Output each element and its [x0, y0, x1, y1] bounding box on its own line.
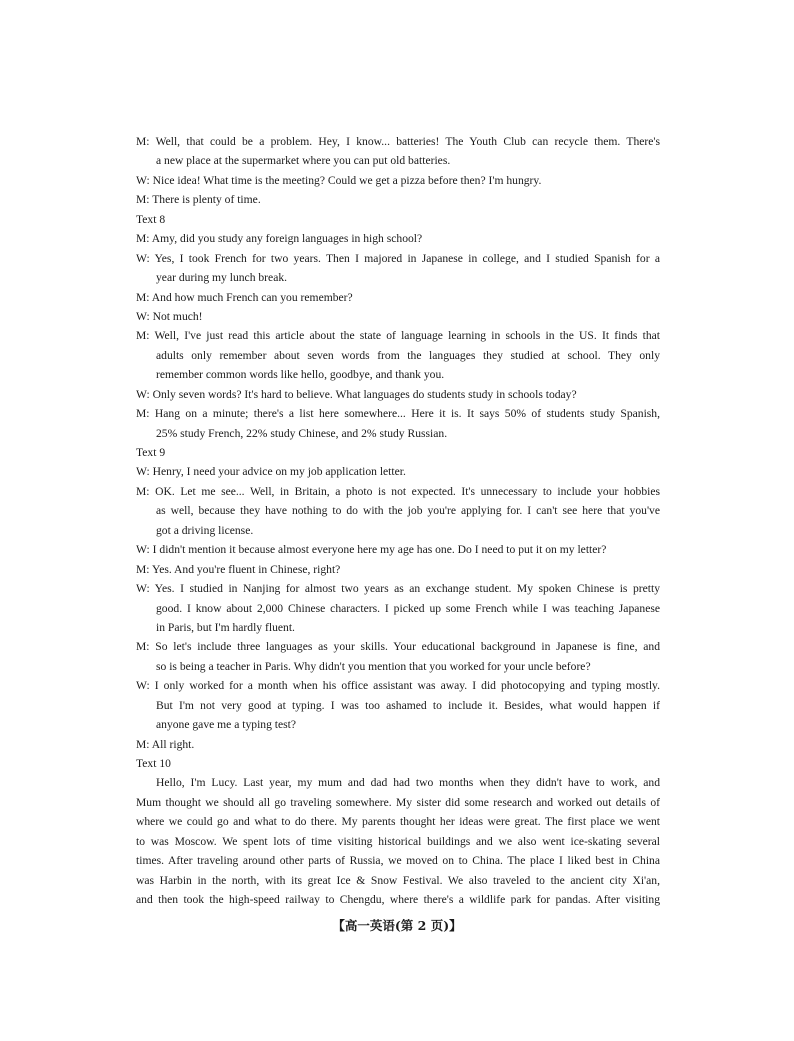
- transcript-line: was Harbin in the north, with its great Ice & Snow Festival. We also traveled to the ancient city Xi'an,: [136, 873, 660, 887]
- transcript-line: M: And how much French can you remember?: [136, 290, 353, 304]
- transcript-line: and then took the high-speed railway to Chengdu, where there's a wildlife park for pandas. After visiting: [136, 893, 660, 907]
- transcript-line: M: All right.: [136, 737, 195, 751]
- transcript-line: M: OK. Let me see... Well, in Britain, a photo is not expected. It's unnecessary to include your hobbies: [136, 484, 660, 498]
- section-heading: Text 8: [136, 212, 166, 226]
- transcript-line: anyone gave me a typing test?: [156, 718, 297, 732]
- transcript-line: 25% study French, 22% study Chinese, and 2% study Russian.: [156, 426, 448, 440]
- transcript-line: a new place at the supermarket where you can put old batteries.: [156, 154, 451, 168]
- transcript-line: W: Only seven words? It's hard to believe. What languages do students study in schools today?: [136, 387, 577, 401]
- transcript-line: to was Moscow. We spent lots of time visiting historical buildings and we also went ice-skating several: [136, 834, 660, 848]
- transcript-line: M: Amy, did you study any foreign languages in high school?: [136, 232, 423, 246]
- transcript-line: W: I didn't mention it because almost everyone here my age has one. Do I need to put it on my letter?: [136, 543, 607, 557]
- transcript-line: But I'm not very good at typing. I was too ashamed to include it. Besides, what would happen if: [156, 698, 660, 712]
- transcript-line: good. I know about 2,000 Chinese characters. I picked up some French while I was teaching Japanese: [156, 601, 660, 615]
- transcript-line: where we could go and what to do there. My parents thought her ideas were great. The first place we went: [136, 815, 660, 829]
- transcript-line: remember common words like hello, goodbye, and thank you.: [156, 368, 445, 382]
- transcript-line: times. After traveling around other parts of Russia, we moved on to China. The place I liked best in China: [136, 854, 660, 868]
- section-heading: Text 10: [136, 757, 171, 770]
- transcript-line: as well, because they have nothing to do with the job you're applying for. I can't see here that you've: [156, 504, 660, 518]
- transcript-line: W: I only worked for a month when his office assistant was away. I did photocopying and typing mostly.: [136, 679, 660, 693]
- transcript-line: W: Nice idea! What time is the meeting? Could we get a pizza before then? I'm hungry.: [136, 173, 542, 187]
- transcript-line: W: Yes, I took French for two years. Then I majored in Japanese in college, and I studied Spanish for a: [136, 251, 660, 265]
- transcript-line: M: So let's include three languages as your skills. Your educational background in Japanese is fine, and: [136, 640, 660, 654]
- transcript-line: W: Yes. I studied in Nanjing for almost two years as an exchange student. My spoken Chinese is pretty: [136, 582, 660, 596]
- transcript-line: M: Yes. And you're fluent in Chinese, right?: [136, 562, 341, 576]
- transcript-line: year during my lunch break.: [156, 271, 288, 285]
- listening-transcript: [136, 132, 660, 910]
- transcript-line: Hello, I'm Lucy. Last year, my mum and dad had two months when they didn't have to work, and: [156, 776, 660, 790]
- transcript-line: adults only remember about seven words from the languages they studied at school. They only: [156, 348, 660, 362]
- transcript-line: so is being a teacher in Paris. Why didn't you mention that you worked for your uncle before?: [156, 659, 591, 673]
- transcript-line: got a driving license.: [156, 523, 254, 537]
- transcript-line: in Paris, but I'm hardly fluent.: [156, 620, 295, 634]
- page-footer: 【高一英语(第 2 页)】: [332, 918, 462, 933]
- section-heading: Text 9: [136, 446, 166, 459]
- transcript-line: M: Well, that could be a problem. Hey, I know... batteries! The Youth Club can recycle them. There's: [136, 135, 660, 148]
- transcript-line: W: Not much!: [136, 309, 203, 323]
- transcript-line: W: Henry, I need your advice on my job application letter.: [136, 465, 406, 479]
- transcript-line: Mum thought we should all go traveling somewhere. My sister did some research and worked out details of: [136, 795, 660, 809]
- transcript-line: M: There is plenty of time.: [136, 193, 261, 207]
- transcript-line: M: Well, I've just read this article about the state of language learning in schools in the US. It finds that: [136, 329, 660, 343]
- transcript-line: M: Hang on a minute; there's a list here somewhere... Here it is. It says 50% of students study Spanish,: [136, 407, 660, 421]
